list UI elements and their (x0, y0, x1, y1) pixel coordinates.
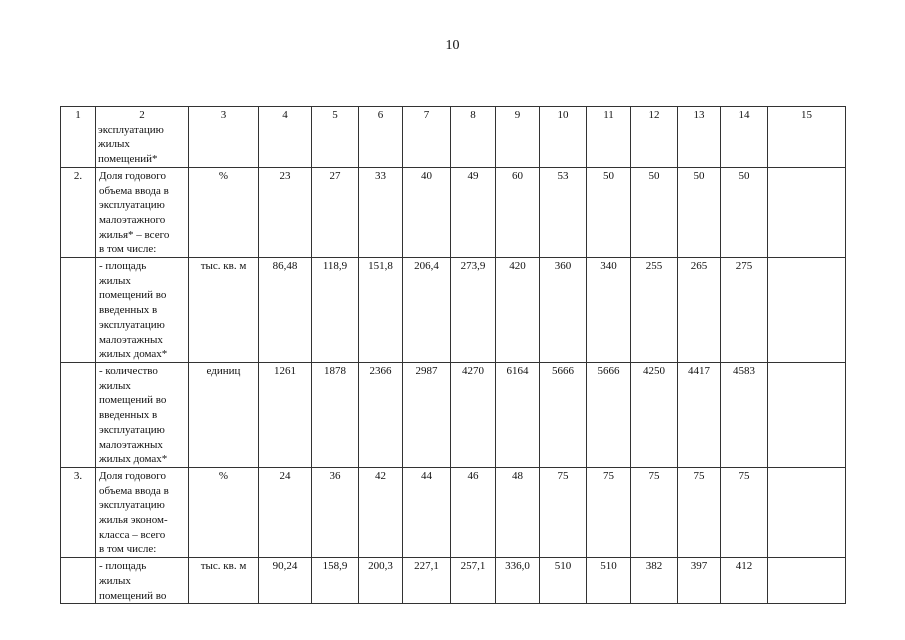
value-cell: 4270 (451, 363, 496, 468)
value-cell: 412 (721, 558, 768, 604)
column-number-cell (540, 107, 587, 168)
column-number-cell (721, 107, 768, 168)
column-number-cell (403, 107, 451, 168)
column-number-cell (61, 107, 96, 168)
value-cell: 5666 (587, 363, 631, 468)
value-cell: 90,24 (259, 558, 312, 604)
value-cell: 75 (631, 467, 678, 557)
value-cell: 200,3 (359, 558, 403, 604)
column-number-cell (496, 107, 540, 168)
column-number: 7 (423, 109, 430, 121)
value-cell: 50 (678, 167, 721, 257)
value-cell: 2987 (403, 363, 451, 468)
value-cell: 4583 (721, 363, 768, 468)
indicator-name-cell: - площадь жилых помещений во (96, 558, 189, 604)
unit-cell: тыс. кв. м (189, 558, 259, 604)
value-cell: 340 (587, 258, 631, 363)
column-number: 10 (557, 109, 569, 121)
column-number: 8 (470, 109, 476, 121)
indicator-name-cell: Доля годового объема ввода в эксплуатацию малоэтажного жилья* – всего в том числе: (96, 167, 189, 257)
value-cell: 42 (359, 467, 403, 557)
value-cell: 1261 (259, 363, 312, 468)
value-cell: 33 (359, 167, 403, 257)
value-cell: 273,9 (451, 258, 496, 363)
table-row (61, 467, 846, 557)
value-cell: 336,0 (496, 558, 540, 604)
indicator-name-cell: - количество жилых помещений во введенных в эксплуатацию малоэтажных жилых домах* (96, 363, 189, 468)
value-cell: 24 (259, 467, 312, 557)
value-cell: 151,8 (359, 258, 403, 363)
value-cell: 397 (678, 558, 721, 604)
column-number-cell (259, 107, 312, 168)
indicator-name-cell: Доля годового объема ввода в эксплуатацию жилья эконом- класса – всего в том числе: (96, 467, 189, 557)
indicator-name-cell: - площадь жилых помещений во введенных в эксплуатацию малоэтажных жилых домах* (96, 258, 189, 363)
table-row (61, 558, 846, 604)
column-number: 3 (220, 109, 227, 121)
value-cell: 360 (540, 258, 587, 363)
column-number-cell (587, 107, 631, 168)
row-number-cell (61, 258, 96, 363)
column-number: 11 (603, 109, 614, 121)
empty-cell (768, 558, 846, 604)
value-cell: 255 (631, 258, 678, 363)
value-cell: 48 (496, 467, 540, 557)
value-cell: 49 (451, 167, 496, 257)
column-number: 6 (377, 109, 384, 121)
column-number: 2 (139, 109, 145, 121)
unit-cell: единиц (189, 363, 259, 468)
empty-cell (768, 363, 846, 468)
value-cell: 75 (678, 467, 721, 557)
value-cell: 227,1 (403, 558, 451, 604)
value-cell: 44 (403, 467, 451, 557)
column-number-cell (678, 107, 721, 168)
value-cell: 275 (721, 258, 768, 363)
row-number-cell (61, 558, 96, 604)
column-number-cell (768, 107, 846, 168)
column-number-cell (312, 107, 359, 168)
value-cell: 4250 (631, 363, 678, 468)
column-number-cell (451, 107, 496, 168)
value-cell: 46 (451, 467, 496, 557)
table-row (61, 258, 846, 363)
row-number-cell: 2. (61, 167, 96, 257)
column-number: 5 (332, 109, 338, 121)
row-number-cell: 3. (61, 467, 96, 557)
value-cell: 420 (496, 258, 540, 363)
unit-cell: тыс. кв. м (189, 258, 259, 363)
value-cell: 40 (403, 167, 451, 257)
column-number-cell (631, 107, 678, 168)
empty-cell (768, 258, 846, 363)
value-cell: 53 (540, 167, 587, 257)
value-cell: 158,9 (312, 558, 359, 604)
value-cell: 2366 (359, 363, 403, 468)
column-number: 4 (282, 109, 288, 121)
column-number-row (61, 107, 846, 168)
column-number: 9 (514, 109, 521, 121)
value-cell: 1878 (312, 363, 359, 468)
value-cell: 60 (496, 167, 540, 257)
value-cell: 75 (540, 467, 587, 557)
value-cell: 5666 (540, 363, 587, 468)
value-cell: 75 (587, 467, 631, 557)
column-number-cell (359, 107, 403, 168)
page-number: 10 (445, 38, 460, 53)
unit-cell: % (189, 167, 259, 257)
column-number: 12 (648, 109, 660, 121)
column-number: 15 (801, 109, 812, 121)
table-row (61, 167, 846, 257)
row-number-cell (61, 363, 96, 468)
column-number-cell (96, 107, 189, 168)
value-cell: 265 (678, 258, 721, 363)
value-cell: 50 (587, 167, 631, 257)
value-cell: 23 (259, 167, 312, 257)
value-cell: 50 (721, 167, 768, 257)
table-row (61, 363, 846, 468)
value-cell: 510 (587, 558, 631, 604)
value-cell: 4417 (678, 363, 721, 468)
value-cell: 6164 (496, 363, 540, 468)
value-cell: 257,1 (451, 558, 496, 604)
value-cell: 382 (631, 558, 678, 604)
column-number: 13 (693, 109, 705, 121)
column-number: 1 (75, 109, 81, 121)
continued-indicator-text: эксплуатацию жилых помещений* (98, 123, 164, 166)
value-cell: 118,9 (312, 258, 359, 363)
column-number-cell (189, 107, 259, 168)
empty-cell (768, 467, 846, 557)
value-cell: 510 (540, 558, 587, 604)
value-cell: 75 (721, 467, 768, 557)
value-cell: 50 (631, 167, 678, 257)
value-cell: 206,4 (403, 258, 451, 363)
value-cell: 86,48 (259, 258, 312, 363)
unit-cell: % (189, 467, 259, 557)
indicators-table (60, 106, 846, 604)
value-cell: 36 (312, 467, 359, 557)
empty-cell (768, 167, 846, 257)
value-cell: 27 (312, 167, 359, 257)
column-number: 14 (738, 109, 750, 121)
